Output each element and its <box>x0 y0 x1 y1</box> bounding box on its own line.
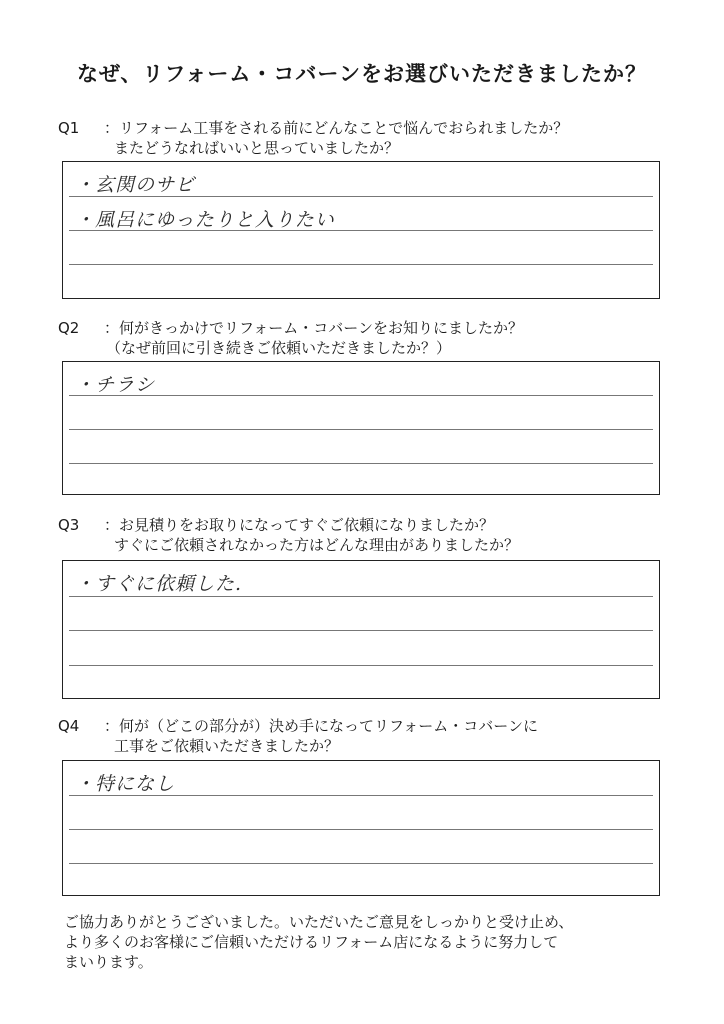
answer-box-3 <box>62 560 660 699</box>
answer-box-1 <box>62 161 660 299</box>
question-3 <box>58 515 668 555</box>
closing-message <box>64 912 674 972</box>
answer-rule <box>69 630 653 631</box>
question-text-line2: 工事をご依頼いただきましたか？ <box>114 737 340 755</box>
question-number: Q2 <box>58 319 80 337</box>
answer-handwriting: ・特になし <box>75 773 176 795</box>
closing-line: ご協力ありがとうございました。いただいたご意見をしっかりと受け止め、 <box>64 913 574 931</box>
question-2 <box>58 318 668 358</box>
answer-box-2 <box>62 361 660 495</box>
answer-rule <box>69 429 653 430</box>
answer-rule <box>69 463 653 464</box>
answer-rule <box>69 264 653 265</box>
answer-box-4 <box>62 760 660 896</box>
question-text-line1: ：お見積りをお取りになってすぐご依頼になりましたか？ <box>104 516 495 534</box>
question-text-line1: ：リフォーム工事をされる前にどんなことで悩んでおられましたか？ <box>104 119 569 137</box>
page-title: なぜ、リフォーム・コバーンをお選びいただきましたか？ <box>77 62 647 86</box>
question-number: Q1 <box>58 119 80 137</box>
question-1 <box>58 118 668 158</box>
question-text-line1: ：何が（どこの部分が）決め手になってリフォーム・コバーンに <box>104 717 538 735</box>
closing-line: より多くのお客様にご信頼いただけるリフォーム店になるように努力して <box>64 933 559 951</box>
answer-handwriting: ・玄関のサビ <box>75 174 196 196</box>
answer-rule <box>69 829 653 830</box>
question-4 <box>58 716 668 756</box>
answer-rule <box>69 665 653 666</box>
answer-rule <box>69 863 653 864</box>
answer-handwriting: ・チラシ <box>75 374 156 396</box>
answer-handwriting: ・すぐに依頼した. <box>75 573 243 595</box>
question-text-line2: （なぜ前回に引き続きご依頼いただきましたか？） <box>106 339 452 357</box>
question-number: Q3 <box>58 516 80 534</box>
answer-rule <box>69 395 653 396</box>
answer-handwriting: ・風呂にゆったりと入りたい <box>75 209 335 231</box>
question-text-line2: すぐにご依頼されなかった方はどんな理由がありましたか？ <box>114 536 520 554</box>
question-text-line1: ：何がきっかけでリフォーム・コバーンをお知りにましたか？ <box>104 319 523 337</box>
question-number: Q4 <box>58 717 80 735</box>
answer-rule <box>69 596 653 597</box>
question-text-line2: またどうなればいいと思っていましたか？ <box>114 139 400 157</box>
closing-line: まいります。 <box>64 953 153 971</box>
